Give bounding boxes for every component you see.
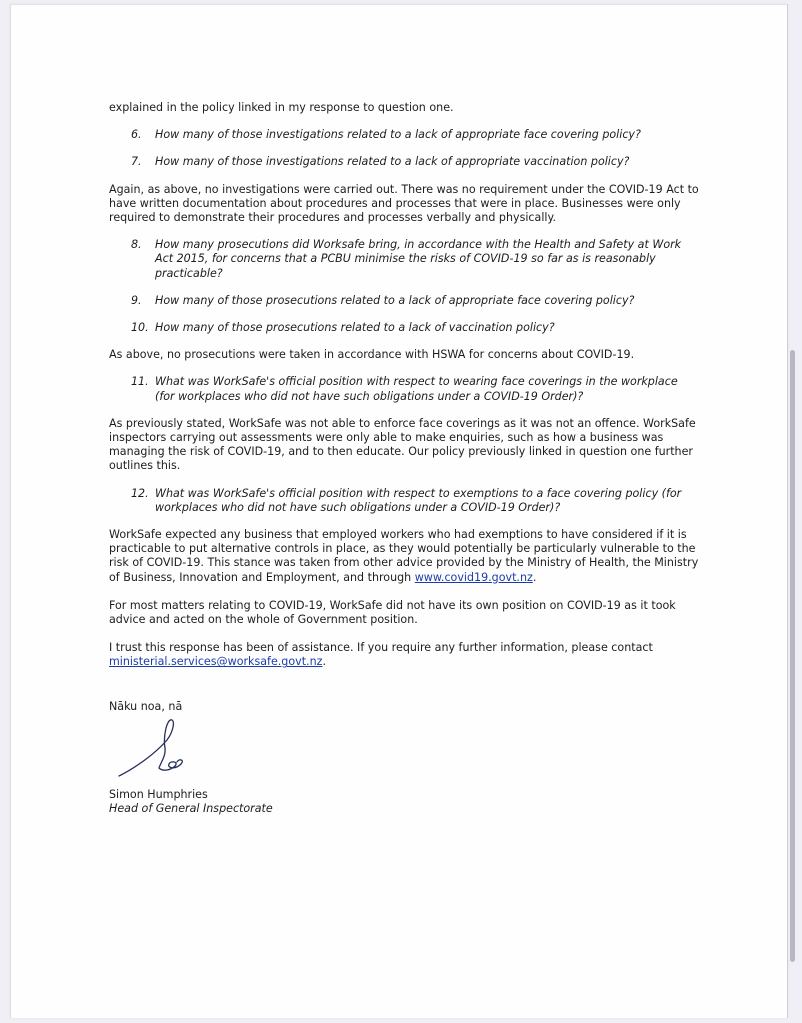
punctuation: . <box>322 655 326 669</box>
question-10 <box>131 321 699 335</box>
question-number: 7. <box>131 155 142 169</box>
answer-face-coverings: As previously stated, WorkSafe was not able to enforce face coverings as it was not an offence. WorkSafe inspectors carrying out assessments were only able to make enquiries, such as how a business was managing the risk of COVID-19, and to then educate. Our policy previously linked in question one further outlines this. <box>109 416 696 473</box>
signer-name: Simon Humphries <box>109 788 208 802</box>
question-9 <box>131 294 699 308</box>
question-text: How many prosecutions did Worksafe bring, in accordance with the Health and Safety at Work Act 2015, for concerns that a PCBU minimise the risks of COVID-19 so far as is reasonably practicable? <box>155 238 682 280</box>
answer-prosecutions: As above, no prosecutions were taken in accordance with HSWA for concerns about COVID-19. <box>109 348 635 362</box>
punctuation: . <box>532 570 537 584</box>
question-text: What was WorkSafe's official position with respect to exemptions to a face covering policy (for workplaces who did not have such obligations under a COVID-19 Order)? <box>155 486 682 514</box>
question-6 <box>131 128 699 142</box>
question-number: 10. <box>131 321 149 335</box>
question-number: 9. <box>131 293 142 307</box>
question-number: 8. <box>131 238 142 252</box>
paragraph-government-position: For most matters relating to COVID-19, WorkSafe did not have its own position on COVID-19 as it took advice and acted on the whole of Government position. <box>109 598 676 627</box>
answer-investigations: Again, as above, no investigations were carried out. There was no requirement under the COVID-19 Act to have written documentation about procedures and processes that were in place. Businesses were only required to demonstrate their procedures and processes verbally and physically. <box>109 182 699 225</box>
scrollbar-thumb[interactable] <box>790 350 795 962</box>
question-text: How many of those investigations related to a lack of appropriate face covering policy? <box>155 128 641 142</box>
paragraph-contact <box>109 641 699 669</box>
question-text: What was WorkSafe's official position with respect to wearing face coverings in the workplace (for workplaces who did not have such obligations under a COVID-19 Order)? <box>155 375 678 403</box>
question-8 <box>131 238 699 281</box>
document-body <box>109 101 699 817</box>
document-page <box>10 4 788 1018</box>
question-text: How many of those investigations related to a lack of appropriate vaccination policy? <box>155 155 630 169</box>
answer-exemptions-text: WorkSafe expected any business that employed workers who had exemptions to have considered if it is practicable to put alternative controls in place, as they would potentially be particularly vulnerable to the risk of COVID-19. This stance was taken from other advice provided by the Ministry of Health, the Ministry of Business, Innovation and Employment, and through <box>109 528 699 584</box>
covid19-link[interactable]: www.covid19.govt.nz <box>414 570 533 584</box>
question-11 <box>131 375 699 403</box>
signoff: Nāku noa, nā <box>109 699 183 713</box>
paragraph-intro-tail: explained in the policy linked in my response to question one. <box>109 101 454 114</box>
contact-email-link[interactable]: ministerial.services@worksafe.govt.nz <box>109 655 323 669</box>
question-number: 6. <box>131 128 142 142</box>
signature-image <box>115 718 195 780</box>
question-7 <box>131 155 699 169</box>
signer-title: Head of General Inspectorate <box>109 802 273 816</box>
question-text: How many of those prosecutions related to a lack of appropriate face covering policy? <box>155 293 635 307</box>
question-text: How many of those prosecutions related to a lack of vaccination policy? <box>155 321 555 335</box>
question-number: 11. <box>131 375 149 389</box>
question-12 <box>131 487 699 515</box>
question-number: 12. <box>131 486 149 500</box>
contact-text: I trust this response has been of assistance. If you require any further information, please contact <box>109 641 653 655</box>
answer-exemptions <box>109 528 699 585</box>
